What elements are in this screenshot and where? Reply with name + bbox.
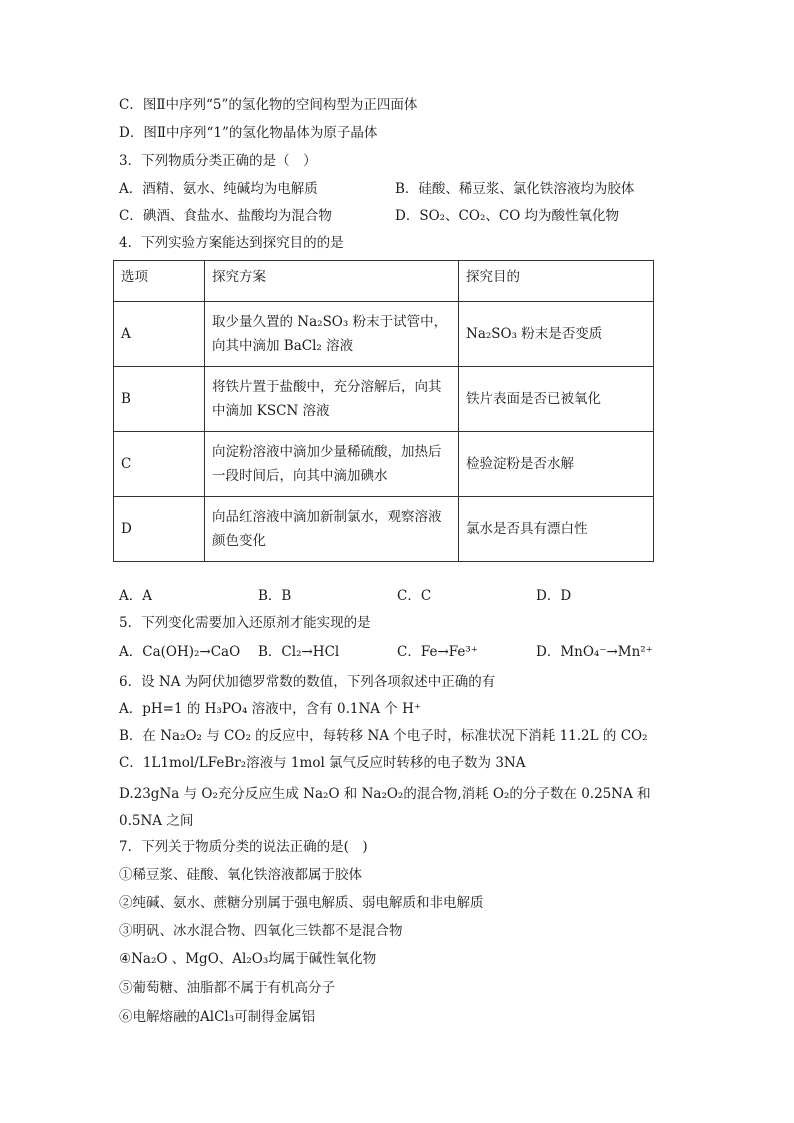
row-goal: 氯水是否具有漂白性	[459, 497, 654, 562]
row-plan: 将铁片置于盐酸中，充分溶解后，向其中滴加 KSCN 溶液	[205, 367, 459, 432]
question-4: 4．下列实验方案能达到探究目的的是	[119, 235, 344, 251]
q2-option-c: C．图Ⅱ中序列“5”的氢化物的空间构型为正四面体	[119, 97, 418, 113]
row-option: D	[114, 497, 205, 562]
q3-option-a: A．酒精、氨水、纯碱均为电解质	[119, 181, 318, 197]
row-option: B	[114, 367, 205, 432]
row-option: C	[114, 432, 205, 497]
q6-option-b: B．在 Na₂O₂ 与 CO₂ 的反应中，每转移 NA 个电子时，标准状况下消耗 11.2L 的 CO₂	[119, 728, 648, 744]
table-row	[114, 497, 654, 562]
q3-option-b: B．硅酸、稀豆浆、氯化铁溶液均为胶体	[395, 181, 635, 197]
q7-item-4: ④Na₂O 、MgO、Al₂O₃均属于碱性氧化物	[119, 951, 377, 967]
q5-option-d: D．MnO₄⁻→Mn²⁺	[536, 644, 653, 660]
row-goal: 铁片表面是否已被氧化	[459, 367, 654, 432]
row-plan: 向淀粉溶液中滴加少量稀硫酸，加热后一段时间后，向其中滴加碘水	[205, 432, 459, 497]
question-6: 6．设 NA 为阿伏加德罗常数的数值，下列各项叙述中正确的有	[119, 674, 496, 690]
q3-option-c: C．碘酒、食盐水、盐酸均为混合物	[119, 208, 332, 224]
question-7: 7．下列关于物质分类的说法正确的是( )	[119, 839, 368, 855]
row-goal: 检验淀粉是否水解	[459, 432, 654, 497]
q6-option-a: A．pH=1 的 H₃PO₄ 溶液中，含有 0.1NA 个 H⁺	[119, 701, 421, 717]
table-row	[114, 432, 654, 497]
q2-option-d: D．图Ⅱ中序列“1”的氢化物晶体为原子晶体	[119, 125, 378, 141]
experiment-table	[113, 260, 654, 562]
q3-option-d: D．SO₂、CO₂、CO 均为酸性氧化物	[395, 208, 620, 224]
q4-option-d: D．D	[536, 588, 572, 604]
table-row	[114, 302, 654, 367]
q4-option-c: C．C	[397, 588, 432, 604]
q5-option-b: B．Cl₂→HCl	[258, 644, 340, 660]
q5-option-c: C．Fe→Fe³⁺	[397, 644, 478, 660]
q7-item-1: ①稀豆浆、硅酸、氧化铁溶液都属于胶体	[119, 867, 362, 883]
header-goal: 探究目的	[459, 261, 654, 302]
q4-option-a: A．A	[119, 588, 152, 604]
q7-item-2: ②纯碱、氨水、蔗糖分别属于强电解质、弱电解质和非电解质	[119, 895, 484, 911]
row-goal: Na₂SO₃ 粉末是否变质	[459, 302, 654, 367]
q4-option-b: B．B	[258, 588, 292, 604]
table-header-row	[114, 261, 654, 302]
header-plan: 探究方案	[205, 261, 459, 302]
question-5: 5．下列变化需要加入还原剂才能实现的是	[119, 615, 371, 631]
q7-item-3: ③明矾、冰水混合物、四氧化三铁都不是混合物	[119, 923, 403, 939]
question-3: 3．下列物质分类正确的是（ ）	[119, 153, 317, 169]
table-row	[114, 367, 654, 432]
q7-item-5: ⑤葡萄糖、油脂都不属于有机高分子	[119, 980, 335, 996]
q7-item-6: ⑥电解熔融的AlCl₃可制得金属铝	[119, 1009, 316, 1025]
row-option: A	[114, 302, 205, 367]
q6-option-d: D.23gNa 与 O₂充分反应生成 Na₂O 和 Na₂O₂的混合物,消耗 O₂的分子数在 0.25NA 和 0.5NA 之间	[119, 786, 651, 829]
row-plan: 取少量久置的 Na₂SO₃ 粉末于试管中，向其中滴加 BaCl₂ 溶液	[205, 302, 459, 367]
header-option: 选项	[114, 261, 205, 302]
q5-option-a: A．Ca(OH)₂→CaO	[119, 644, 241, 660]
row-plan: 向品红溶液中滴加新制氯水，观察溶液颜色变化	[205, 497, 459, 562]
q6-option-c: C．1L1mol/LFeBr₂溶液与 1mol 氯气反应时转移的电子数为 3NA	[119, 755, 526, 771]
